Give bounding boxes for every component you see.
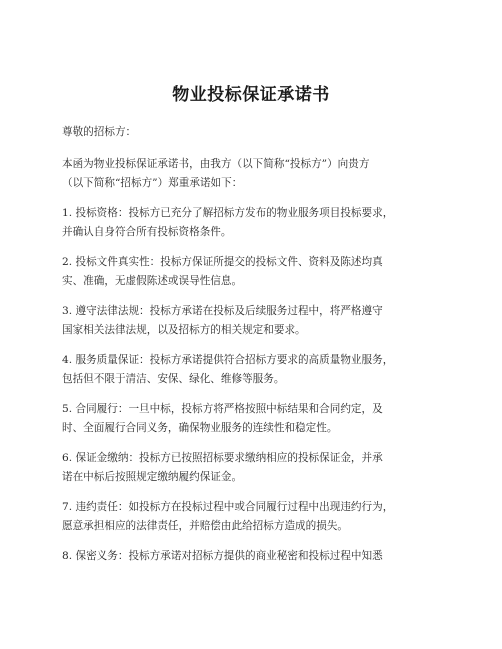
clause-line: 包括但不限于清洁、安保、绿化、维修等服务。: [62, 373, 285, 385]
clause-1: [62, 204, 462, 243]
intro-line: （以下简称“招标方”）郑重承诺如下：: [62, 177, 243, 189]
clause-line: 5. 合同履行：一旦中标，投标方将严格按照中标结果和合同约定，及: [62, 402, 383, 415]
intro-line: 本函为物业投标保证承诺书，由我方（以下简称“投标方”）向贵方: [62, 157, 370, 170]
clause-3: [62, 302, 462, 341]
clause-line: 4. 服务质量保证：投标方承诺提供符合招标方要求的高质量物业服务，: [62, 353, 394, 366]
clause-2: [62, 253, 462, 292]
clause-8: [62, 547, 462, 567]
clause-line: 1. 投标资格：投标方已充分了解招标方发布的物业服务项目投标要求，: [62, 206, 394, 219]
clause-7: [62, 498, 462, 537]
clause-line: 并确认自身符合所有投标资格条件。: [62, 226, 232, 238]
page-title: 物业投标保证承诺书: [172, 85, 330, 105]
clause-5: [62, 400, 462, 439]
clause-line: 时、全面履行合同义务，确保物业服务的连续性和稳定性。: [62, 422, 338, 434]
clause-4: [62, 351, 462, 390]
intro-paragraph: [62, 155, 462, 194]
clause-line: 3. 遵守法律法规：投标方承诺在投标及后续服务过程中，将严格遵守: [62, 304, 383, 317]
clause-line: 8. 保密义务：投标方承诺对招标方提供的商业秘密和投标过程中知悉: [62, 549, 383, 562]
clause-line: 6. 保证金缴纳：投标方已按照招标要求缴纳相应的投标保证金，并承: [62, 451, 383, 464]
clause-line: 诺在中标后按照规定缴纳履约保证金。: [62, 471, 243, 483]
salutation-line: 尊敬的招标方：: [62, 126, 137, 138]
clause-line: 2. 投标文件真实性：投标方保证所提交的投标文件、资料及陈述均真: [62, 255, 383, 268]
salutation: [62, 123, 462, 143]
clause-6: [62, 449, 462, 488]
document-body: [62, 123, 462, 576]
clause-line: 7. 违约责任：如投标方在投标过程中或合同履行过程中出现违约行为，: [62, 500, 394, 513]
clause-line: 愿意承担相应的法律责任，并赔偿由此给招标方造成的损失。: [62, 520, 349, 532]
clause-line: 实、准确，无虚假陈述或误导性信息。: [62, 275, 243, 287]
clause-line: 国家相关法律法规，以及招标方的相关规定和要求。: [62, 324, 306, 336]
